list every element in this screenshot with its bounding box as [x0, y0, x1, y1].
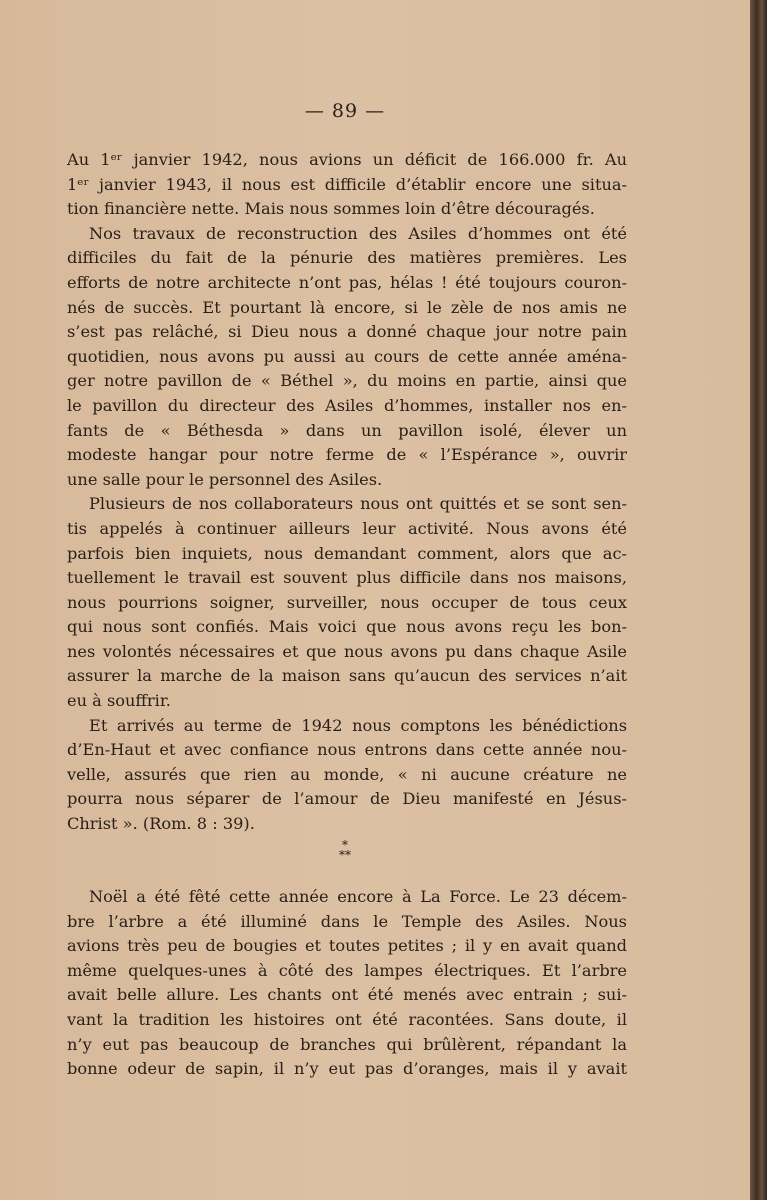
text-line: parfois bien inquiets, nous demandant comment, alors que ac- [67, 543, 627, 563]
book-spine [750, 0, 767, 1200]
text-line: ger notre pavillon de « Béthel », du moins en partie, ainsi que [67, 371, 627, 391]
text-line: vant la tradition les histoires ont été racontées. Sans doute, il [67, 1009, 627, 1029]
text-line: même quelques-unes à côté des lampes électriques. Et l’arbre [67, 960, 627, 980]
text-line: une salle pour le personnel des Asiles. [67, 469, 383, 489]
text-line: efforts de notre architecte n’ont pas, hélas ! été toujours couron- [67, 272, 627, 292]
text-line: bre l’arbre a été illuminé dans le Temple des Asiles. Nous [67, 911, 627, 931]
text-line: Christ ». (Rom. 8 : 39). [67, 814, 255, 834]
page-number: — 89 — [304, 100, 386, 122]
text-line: Et arrivés au terme de 1942 nous comptons les bénédictions [89, 715, 627, 735]
text-line: 1ᵉʳ janvier 1943, il nous est difficile d’établir encore une situa- [67, 174, 627, 194]
text-line: eu à souffrir. [67, 691, 171, 711]
text-line: velle, assurés que rien au monde, « ni aucune créature ne [67, 764, 627, 784]
text-line: nes volontés nécessaires et que nous avons pu dans chaque Asile [67, 641, 627, 661]
text-line: quotidien, nous avons pu aussi au cours de cette année aména- [67, 346, 627, 366]
text-line: d’En-Haut et avec confiance nous entrons dans cette année nou- [67, 740, 627, 760]
text-line: Plusieurs de nos collaborateurs nous ont quittés et se sont sen- [89, 494, 627, 514]
section-separator-asterism [0, 840, 690, 860]
text-line: n’y eut pas beaucoup de branches qui brûlèrent, répandant la [67, 1034, 627, 1054]
text-line: difficiles du fait de la pénurie des matières premières. Les [67, 248, 627, 268]
text-block-second [67, 885, 627, 1082]
text-line: Nos travaux de reconstruction des Asiles d’hommes ont été [89, 223, 627, 243]
text-line: Noël a été fêté cette année encore à La Force. Le 23 décem- [89, 887, 627, 906]
text-line: nés de succès. Et pourtant là encore, si le zèle de nos amis ne [67, 297, 627, 317]
text-line: nous pourrions soigner, surveiller, nous occuper de tous ceux [67, 592, 627, 612]
text-line: assurer la marche de la maison sans qu’aucun des services n’ait [67, 666, 627, 686]
text-line: Au 1ᵉʳ janvier 1942, nous avions un déficit de 166.000 fr. Au [67, 150, 627, 169]
text-line: le pavillon du directeur des Asiles d’hommes, installer nos en- [67, 395, 627, 415]
text-line: avions très peu de bougies et toutes petites ; il y en avait quand [67, 936, 627, 956]
text-line: tis appelés à continuer ailleurs leur activité. Nous avons été [67, 518, 627, 538]
asterism-bottom: ** [339, 848, 351, 862]
text-line: s’est pas relâché, si Dieu nous a donné chaque jour notre pain [67, 322, 627, 342]
text-line: qui nous sont confiés. Mais voici que nous avons reçu les bon- [67, 617, 627, 637]
text-line: modeste hangar pour notre ferme de « l’Espérance », ouvrir [67, 445, 627, 465]
text-block-main [67, 148, 627, 837]
text-line: avait belle allure. Les chants ont été menés avec entrain ; sui- [67, 985, 627, 1005]
text-line: bonne odeur de sapin, il n’y eut pas d’oranges, mais il y avait [67, 1059, 627, 1079]
text-line: tion financière nette. Mais nous sommes loin d’être découragés. [67, 199, 595, 219]
text-line: pourra nous séparer de l’amour de Dieu manifesté en Jésus- [67, 789, 627, 809]
asterism-top: * [342, 838, 348, 852]
text-line: tuellement le travail est souvent plus difficile dans nos maisons, [67, 568, 627, 588]
text-line: fants de « Béthesda » dans un pavillon isolé, élever un [67, 420, 627, 440]
